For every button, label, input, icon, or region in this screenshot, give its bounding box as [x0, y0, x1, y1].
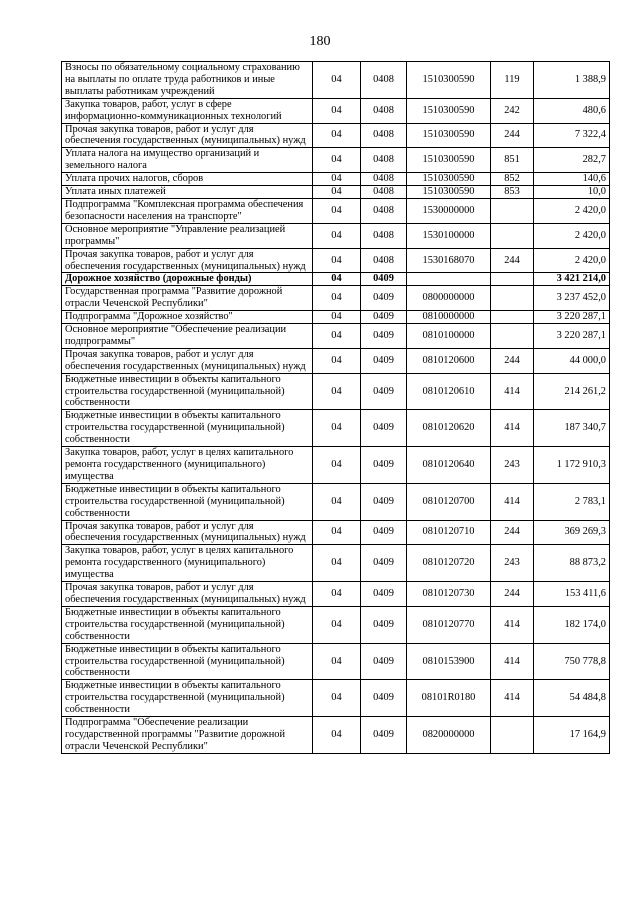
cell-subsection: 0409 — [361, 447, 407, 484]
cell-subsection: 0409 — [361, 680, 407, 717]
table-row — [62, 643, 610, 680]
cell-expense-type: 853 — [491, 186, 534, 199]
cell-expense-type: 414 — [491, 680, 534, 717]
cell-amount: 2 420,0 — [534, 248, 610, 273]
cell-amount: 182 174,0 — [534, 606, 610, 643]
cell-amount: 750 778,8 — [534, 643, 610, 680]
budget-table — [61, 61, 610, 754]
cell-name: Дорожное хозяйство (дорожные фонды) — [62, 273, 313, 286]
cell-name: Уплата прочих налогов, сборов — [62, 173, 313, 186]
cell-target-article: 1530168070 — [407, 248, 491, 273]
cell-name: Закупка товаров, работ, услуг в целях капитального ремонта государственного (муниципального) имущества — [62, 447, 313, 484]
cell-section: 04 — [313, 483, 361, 520]
cell-expense-type: 244 — [491, 248, 534, 273]
cell-subsection: 0408 — [361, 223, 407, 248]
table-row — [62, 98, 610, 123]
cell-subsection: 0409 — [361, 373, 407, 410]
table-row — [62, 198, 610, 223]
cell-name: Основное мероприятие "Управление реализацией программы" — [62, 223, 313, 248]
cell-amount: 480,6 — [534, 98, 610, 123]
cell-name: Подпрограмма "Обеспечение реализации государственной программы "Развитие дорожной отрасли Чеченской Республики" — [62, 717, 313, 754]
table-row — [62, 286, 610, 311]
cell-subsection: 0409 — [361, 717, 407, 754]
cell-target-article: 0810120640 — [407, 447, 491, 484]
cell-section: 04 — [313, 186, 361, 199]
cell-name: Прочая закупка товаров, работ и услуг для обеспечения государственных (муниципальных) нужд — [62, 248, 313, 273]
cell-target-article: 08101R0180 — [407, 680, 491, 717]
cell-name: Прочая закупка товаров, работ и услуг для обеспечения государственных (муниципальных) нужд — [62, 348, 313, 373]
cell-expense-type: 414 — [491, 606, 534, 643]
budget-table-body — [62, 62, 610, 754]
cell-subsection: 0408 — [361, 186, 407, 199]
cell-expense-type: 243 — [491, 447, 534, 484]
table-row — [62, 186, 610, 199]
cell-name: Взносы по обязательному социальному страхованию на выплаты по оплате труда работников и иные выплаты работникам учреждений — [62, 62, 313, 99]
cell-section: 04 — [313, 582, 361, 607]
cell-section: 04 — [313, 680, 361, 717]
table-row — [62, 173, 610, 186]
cell-subsection: 0409 — [361, 483, 407, 520]
cell-name: Бюджетные инвестиции в объекты капитального строительства государственной (муниципальной) собственности — [62, 373, 313, 410]
cell-subsection: 0408 — [361, 248, 407, 273]
table-row — [62, 680, 610, 717]
table-row — [62, 717, 610, 754]
cell-section: 04 — [313, 62, 361, 99]
cell-subsection: 0409 — [361, 286, 407, 311]
table-row — [62, 373, 610, 410]
cell-amount: 10,0 — [534, 186, 610, 199]
cell-amount: 282,7 — [534, 148, 610, 173]
table-row — [62, 62, 610, 99]
cell-amount: 3 237 452,0 — [534, 286, 610, 311]
cell-name: Государственная программа "Развитие дорожной отрасли Чеченской Республики" — [62, 286, 313, 311]
cell-target-article: 0810120700 — [407, 483, 491, 520]
table-row — [62, 273, 610, 286]
cell-subsection: 0409 — [361, 410, 407, 447]
cell-target-article: 0810000000 — [407, 311, 491, 324]
cell-subsection: 0408 — [361, 62, 407, 99]
cell-expense-type: 244 — [491, 123, 534, 148]
cell-target-article — [407, 273, 491, 286]
cell-section: 04 — [313, 123, 361, 148]
cell-section: 04 — [313, 148, 361, 173]
cell-amount: 2 420,0 — [534, 198, 610, 223]
table-row — [62, 582, 610, 607]
cell-section: 04 — [313, 373, 361, 410]
cell-amount: 3 220 287,1 — [534, 311, 610, 324]
cell-amount: 369 269,3 — [534, 520, 610, 545]
table-row — [62, 123, 610, 148]
cell-subsection: 0409 — [361, 606, 407, 643]
cell-expense-type: 244 — [491, 520, 534, 545]
cell-target-article: 1510300590 — [407, 62, 491, 99]
cell-expense-type: 414 — [491, 410, 534, 447]
cell-amount: 214 261,2 — [534, 373, 610, 410]
table-row — [62, 545, 610, 582]
table-row — [62, 410, 610, 447]
cell-target-article: 1510300590 — [407, 148, 491, 173]
cell-subsection: 0409 — [361, 348, 407, 373]
cell-name: Подпрограмма "Комплексная программа обеспечения безопасности населения на транспорте" — [62, 198, 313, 223]
cell-subsection: 0408 — [361, 123, 407, 148]
cell-amount: 54 484,8 — [534, 680, 610, 717]
cell-section: 04 — [313, 545, 361, 582]
cell-section: 04 — [313, 410, 361, 447]
cell-amount: 17 164,9 — [534, 717, 610, 754]
cell-subsection: 0409 — [361, 273, 407, 286]
cell-subsection: 0409 — [361, 582, 407, 607]
table-row — [62, 447, 610, 484]
cell-amount: 2 783,1 — [534, 483, 610, 520]
cell-expense-type — [491, 286, 534, 311]
cell-section: 04 — [313, 223, 361, 248]
cell-expense-type — [491, 324, 534, 349]
cell-section: 04 — [313, 447, 361, 484]
cell-subsection: 0408 — [361, 198, 407, 223]
cell-amount: 1 388,9 — [534, 62, 610, 99]
cell-expense-type: 851 — [491, 148, 534, 173]
cell-subsection: 0408 — [361, 98, 407, 123]
cell-target-article: 0810120720 — [407, 545, 491, 582]
cell-section: 04 — [313, 286, 361, 311]
cell-section: 04 — [313, 98, 361, 123]
cell-name: Прочая закупка товаров, работ и услуг для обеспечения государственных (муниципальных) нужд — [62, 582, 313, 607]
cell-section: 04 — [313, 643, 361, 680]
cell-target-article: 0820000000 — [407, 717, 491, 754]
cell-target-article: 1530100000 — [407, 223, 491, 248]
cell-expense-type: 244 — [491, 348, 534, 373]
cell-amount: 153 411,6 — [534, 582, 610, 607]
cell-expense-type — [491, 198, 534, 223]
cell-name: Прочая закупка товаров, работ и услуг для обеспечения государственных (муниципальных) нужд — [62, 520, 313, 545]
cell-expense-type: 414 — [491, 373, 534, 410]
cell-amount: 88 873,2 — [534, 545, 610, 582]
cell-name: Бюджетные инвестиции в объекты капитального строительства государственной (муниципальной) собственности — [62, 606, 313, 643]
cell-amount: 1 172 910,3 — [534, 447, 610, 484]
cell-expense-type: 414 — [491, 483, 534, 520]
cell-subsection: 0409 — [361, 520, 407, 545]
cell-target-article: 0810120710 — [407, 520, 491, 545]
cell-target-article: 1510300590 — [407, 123, 491, 148]
cell-expense-type: 243 — [491, 545, 534, 582]
cell-name: Подпрограмма "Дорожное хозяйство" — [62, 311, 313, 324]
table-row — [62, 520, 610, 545]
cell-subsection: 0408 — [361, 173, 407, 186]
cell-section: 04 — [313, 348, 361, 373]
table-row — [62, 606, 610, 643]
cell-section: 04 — [313, 324, 361, 349]
cell-expense-type: 242 — [491, 98, 534, 123]
cell-amount: 3 220 287,1 — [534, 324, 610, 349]
cell-target-article: 0810100000 — [407, 324, 491, 349]
table-row — [62, 324, 610, 349]
cell-amount: 140,6 — [534, 173, 610, 186]
cell-section: 04 — [313, 520, 361, 545]
cell-target-article: 1510300590 — [407, 173, 491, 186]
cell-amount: 7 322,4 — [534, 123, 610, 148]
cell-section: 04 — [313, 606, 361, 643]
cell-target-article: 0810120600 — [407, 348, 491, 373]
cell-expense-type — [491, 311, 534, 324]
cell-name: Прочая закупка товаров, работ и услуг для обеспечения государственных (муниципальных) нужд — [62, 123, 313, 148]
cell-subsection: 0409 — [361, 311, 407, 324]
cell-section: 04 — [313, 717, 361, 754]
cell-subsection: 0408 — [361, 148, 407, 173]
cell-name: Бюджетные инвестиции в объекты капитального строительства государственной (муниципальной) собственности — [62, 483, 313, 520]
table-row — [62, 311, 610, 324]
cell-expense-type: 852 — [491, 173, 534, 186]
cell-expense-type — [491, 273, 534, 286]
cell-target-article: 1510300590 — [407, 98, 491, 123]
cell-target-article: 1510300590 — [407, 186, 491, 199]
cell-target-article: 0810120730 — [407, 582, 491, 607]
cell-subsection: 0409 — [361, 324, 407, 349]
cell-expense-type — [491, 223, 534, 248]
cell-section: 04 — [313, 311, 361, 324]
table-row — [62, 248, 610, 273]
cell-name: Закупка товаров, работ, услуг в сфере информационно-коммуникационных технологий — [62, 98, 313, 123]
table-row — [62, 148, 610, 173]
table-row — [62, 223, 610, 248]
cell-amount: 44 000,0 — [534, 348, 610, 373]
cell-subsection: 0409 — [361, 643, 407, 680]
cell-expense-type: 244 — [491, 582, 534, 607]
cell-target-article: 0810153900 — [407, 643, 491, 680]
cell-amount: 3 421 214,0 — [534, 273, 610, 286]
cell-target-article: 1530000000 — [407, 198, 491, 223]
cell-target-article: 0800000000 — [407, 286, 491, 311]
cell-section: 04 — [313, 173, 361, 186]
cell-target-article: 0810120770 — [407, 606, 491, 643]
cell-name: Бюджетные инвестиции в объекты капитального строительства государственной (муниципальной) собственности — [62, 643, 313, 680]
cell-expense-type — [491, 717, 534, 754]
cell-section: 04 — [313, 248, 361, 273]
table-row — [62, 483, 610, 520]
cell-name: Уплата иных платежей — [62, 186, 313, 199]
cell-name: Закупка товаров, работ, услуг в целях капитального ремонта государственного (муниципального) имущества — [62, 545, 313, 582]
cell-subsection: 0409 — [361, 545, 407, 582]
cell-name: Бюджетные инвестиции в объекты капитального строительства государственной (муниципальной) собственности — [62, 680, 313, 717]
table-row — [62, 348, 610, 373]
cell-target-article: 0810120610 — [407, 373, 491, 410]
cell-section: 04 — [313, 198, 361, 223]
cell-amount: 2 420,0 — [534, 223, 610, 248]
cell-name: Основное мероприятие "Обеспечение реализации подпрограммы" — [62, 324, 313, 349]
page-number: 180 — [309, 34, 331, 49]
cell-section: 04 — [313, 273, 361, 286]
cell-name: Уплата налога на имущество организаций и земельного налога — [62, 148, 313, 173]
cell-expense-type: 414 — [491, 643, 534, 680]
cell-expense-type: 119 — [491, 62, 534, 99]
cell-name: Бюджетные инвестиции в объекты капитального строительства государственной (муниципальной) собственности — [62, 410, 313, 447]
cell-amount: 187 340,7 — [534, 410, 610, 447]
cell-target-article: 0810120620 — [407, 410, 491, 447]
